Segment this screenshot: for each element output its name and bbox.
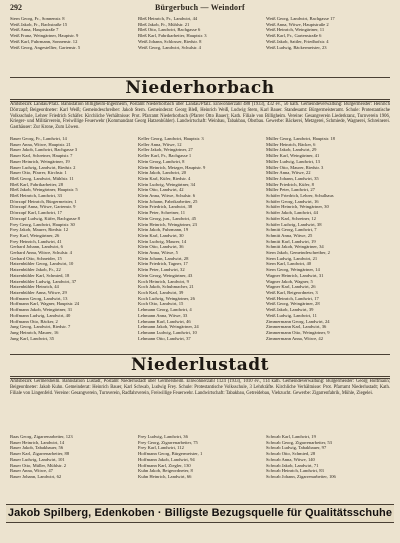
directory-entry: Schmitt Georg, Landwirt, 7: [266, 227, 317, 233]
directory-entry: Klein Anna, Witwe, Schulstr. 6: [138, 193, 196, 199]
directory-entry: Klein Georg, jun., Landwirt, 45: [138, 215, 197, 221]
directory-entry: Bauer Ludwig, Landwirt, Riedstr. 2: [10, 164, 76, 170]
directory-entry: Frey Georg, Landwirt, Hauptstr. 30: [10, 221, 75, 227]
directory-entry: Zimmermann Otto, Weingärtner, 9: [266, 329, 330, 335]
directory-entry: Schwab Jakob, Landwirt, 71: [266, 462, 319, 468]
directory-entry: Müller Karl, Weingärtner, 41: [266, 153, 320, 159]
page-title: Bürgerbuch — Weindorf: [155, 3, 245, 12]
directory-entry: Baas Georg, Zigarrenarbeiter, 123: [10, 434, 73, 439]
directory-entry: Schwab Ludwig, Tabakbauer, 97: [266, 445, 327, 451]
directory-entry: Klein Ludwig, Maurer, 14: [138, 238, 187, 244]
directory-entry: Stern Jakob, Gemeindeschreiber, 2: [266, 250, 330, 256]
directory-entry: Bleß Jakob, Fr., Mühlstr. 21: [138, 21, 190, 27]
directory-entry: Gerhard Anna, Witwe, Schulstr. 4: [10, 250, 72, 256]
directory-entry: Lehmann Anna, Witwe, 33: [138, 312, 188, 318]
directory-entry: Weiß Ludwig, Landwirt, 11: [266, 312, 317, 318]
directory-entry: Weiß Georg, Angestellter, Gartenstr. 5: [10, 44, 81, 50]
directory-entry: Bauer Otto, Pfarrer, Kirchstr. 1: [10, 170, 67, 176]
directory-entry: Müller Anna, Witwe, 22: [266, 170, 311, 176]
directory-entry: Stern Georg, Weingärtner, 14: [266, 267, 320, 273]
directory-entry: Schmitt Anna, Witwe, 25: [266, 232, 313, 238]
directory-entry: Bleß Georg, Landwirt, Mühlstr. 11: [10, 175, 74, 181]
directory-column: [138, 136, 262, 351]
directory-entry: Keller Georg, Landwirt, Hauptstr. 3: [138, 136, 204, 141]
directory-entry: Weiß Anna, Hauptstraße 7: [10, 27, 59, 33]
directory-entry: Stern Ludwig, Landwirt, 21: [266, 255, 318, 261]
directory-entry: Klein Heinrich, Weingärtner, 23: [138, 221, 197, 227]
directory-entry: Wagner Heinrich, Landwirt, 31: [266, 272, 324, 278]
directory-entry: Zimmermann Anna, Witwe, 42: [266, 335, 324, 341]
town-intro-niederlustadt: Amtsbezirk Germersheim. Bahnstation Lustadt, Postamt Niederlustadt über Germersheim. Einwohnerzahl 1124 (1933), 1010 ev., 114 kath. Gemeindeverwaltung: Bürgermeister: Georg Hoffmann; Beigeordneter: Jakob Kuhn. Gemeinderat: Heinrich Bauer, Karl Schwab, Ludwig Frey. Schule: Protestantische Volksschule, 3 Lehrkräfte. Kirchliche Verhältnisse: Prot. Pfarramt Niederlustadt; Kath. Filiale von Lingenfeld. Vereine: Gesangverein, Turnverein, Radfahrverein, Freiwillige Feuerwehr. Landwirtschaft: Tabakbau, Getreidebau, Viehzucht. Gewerbe: Zigarrenfabrik, Mühle, Ziegelei.: [10, 379, 390, 396]
directory-entry: Gerhard Johann, Landwirt, 6: [10, 244, 63, 250]
directory-entry: Koch Jakob, Schuhmacher, 21: [138, 284, 194, 290]
directory-entry: Lehmann Otto, Landwirt, 37: [138, 335, 191, 341]
directory-column: [266, 136, 390, 351]
directory-entry: Keller Jakob, Weingärtner, 27: [138, 147, 193, 153]
directory-entry: Weiß Karl, Fr., Gartenstraße 6: [266, 33, 322, 39]
directory-entry: Müller Johann, Landwirt, 35: [266, 175, 319, 181]
directory-entry: Hoffmann Georg, Landwirt, 13: [10, 295, 68, 301]
directory-entry: Weiß Jakob, Sattler, Friedhofstr. 4: [266, 38, 329, 44]
page-number: 292: [10, 3, 22, 12]
directory-entry: Dörrzapf Anna, Witwe, Gartenstr. 9: [10, 204, 76, 210]
directory-entry: Wagner Jakob, Wagner, 5: [266, 278, 313, 284]
town-title-niederhorbach: Niederhorbach: [125, 78, 275, 98]
directory-entry: Bleß Heinrich, Fr., Landwirt, 44: [138, 16, 198, 21]
directory-entry: Bleß Karl, Fabrikarbeiter, 28: [10, 181, 64, 187]
directory-entry: Koch Otto, Landwirt, 15: [138, 301, 184, 307]
directory-entry: Schmitt Karl, Landwirt, 19: [266, 238, 316, 244]
directory-entry: Frey Jakob, Maurer, Riedstr. 12: [10, 227, 69, 233]
advertisement-banner: Jakob Spilberg, Edenkoben · Billigste Bezugsquelle für Qualitätsschuhe: [6, 504, 394, 523]
directory-entry: Müller Peter, Landwirt, 27: [266, 187, 315, 193]
directory-entry: Schäfer Georg, Landwirt, 16: [266, 198, 319, 204]
directory-entry: Gerhard Otto, Schneider, 15: [10, 255, 62, 261]
directory-entry: Dörrzapf Heinrich, Bürgermeister, 1: [10, 198, 77, 204]
directory-entry: Hoffmann Jakob, Weingärtner, 31: [10, 307, 73, 313]
directory-entry: Bauer Heinrich, Landwirt, 14: [10, 439, 65, 445]
directory-entry: Weiß Karl, Beigeordneter, 3: [266, 289, 318, 295]
directory-entry: Klein Friedrich, Landwirt, 38: [138, 204, 193, 210]
directory-entry: Kuhn Jakob, Beigeordneter, 8: [138, 468, 193, 474]
directory-entry: Müller Georg, Landwirt, Hauptstr. 18: [266, 136, 335, 141]
directory-entry: Müller Otto, Maurer, Riedstr. 3: [266, 164, 324, 170]
directory-entry: Hoffmann Karl, Wagner, Hauptstr. 24: [10, 301, 80, 307]
top-continuation-columns: [10, 16, 390, 74]
directory-column: [10, 434, 134, 486]
directory-entry: Schwab Anna, Witwe, 140: [266, 456, 315, 462]
directory-entry: Hatzenbühler Jakob, Fr., 22: [10, 267, 61, 273]
directory-entry: Hatzenbühler Anna, Witwe, 29: [10, 289, 67, 295]
directory-column: [266, 16, 390, 74]
directory-entry: Weiß Jakob, Landwirt, 39: [266, 307, 314, 313]
directory-entry: Bauer Ludwig, Landwirt, 101: [10, 456, 65, 462]
directory-entry: Weiß Franz, Weingärtner, Hauptstr. 9: [10, 33, 79, 39]
directory-entry: Stern Karl, Landwirt, 40: [266, 261, 312, 267]
directory-entry: Bauer Jakob, Tabakbauer, 56: [10, 445, 64, 451]
directory-entry: Weiß Georg, Landwirt, Bachgasse 17: [266, 16, 335, 21]
directory-entry: Lehmann Jakob, Weingärtner, 24: [138, 324, 199, 330]
directory-entry: Schwab Otto, Schmied, 28: [266, 451, 316, 457]
directory-entry: Klein Anna, Witwe, 5: [138, 250, 178, 256]
directory-entry: Weiß Heinrich, Weingärtner, 11: [266, 27, 325, 33]
directory-entry: Klein Jakob, Fuhrmann, 19: [138, 227, 189, 233]
directory-entry: Schwab Johann, Zigarrenarbeiter, 106: [266, 473, 336, 479]
directory-entry: Weiß Anna, Witwe, Hauptstraße 2: [266, 21, 329, 27]
directory-entry: Frey Karl, Weingärtner, 26: [10, 232, 60, 238]
directory-entry: Bauer Otto, Müller, Mühlstr. 2: [10, 462, 67, 468]
directory-column: [10, 136, 134, 351]
directory-column: [266, 434, 390, 486]
directory-entry: Hoffmann Georg, Bürgermeister, 1: [138, 451, 203, 457]
directory-entry: Weiß Ludwig, Bäckermeister, 23: [266, 44, 327, 50]
directory-entry: Bauer Johann, Landwirt, 62: [10, 473, 62, 479]
directory-entry: Schäfer Jakob, Landwirt, 44: [266, 210, 318, 216]
directory-entry: Klein Otto, Landwirt, 36: [138, 244, 184, 250]
directory-entry: Weiß Georg, Weingärtner, 28: [266, 301, 320, 307]
directory-entry: Klein Heinrich, Metzger, Hauptstr. 9: [138, 164, 206, 170]
directory-entry: Bauer Karl, Schreiner, Hauptstr. 7: [10, 153, 73, 159]
directory-entry: Hoffmann Jakob, Landwirt, 94: [138, 456, 195, 462]
directory-entry: Müller Ludwig, Landwirt, 13: [266, 158, 320, 164]
directory-entry: Lehmann Georg, Landwirt, 4: [138, 307, 192, 313]
resident-columns-niederhorbach: [10, 136, 390, 351]
directory-entry: Bauer Anna, Witwe, Hauptstr. 21: [10, 141, 71, 147]
directory-entry: Hoffmann Ludwig, Landwirt, 40: [10, 312, 71, 318]
directory-entry: Weiß Georg, Landwirt, Schulstr. 4: [138, 44, 201, 50]
directory-entry: Müller Friedrich, Küfer, 8: [266, 181, 314, 187]
directory-entry: Bauer Heinrich, Weingärtner, 19: [10, 158, 70, 164]
directory-entry: Schmitt Jakob, Weingärtner, 34: [266, 244, 324, 250]
directory-entry: Schäfer Heinrich, Weingärtner, 30: [266, 204, 329, 210]
directory-entry: Weiß Johann, Schlosser, Riedstr. 8: [138, 38, 202, 44]
directory-entry: Müller Heinrich, Bäcker, 6: [266, 141, 316, 147]
directory-entry: Klein Karl, Landwirt, 30: [138, 232, 184, 238]
directory-entry: Schäfer Karl, Schreiner, 12: [266, 215, 316, 221]
directory-entry: Klein Georg, Landwirt, 8: [138, 158, 185, 164]
directory-entry: Koch Karl, Landwirt, 39: [138, 289, 184, 295]
directory-entry: Schäfer Friedrich, Lehrer, Schulhaus: [266, 193, 334, 199]
directory-entry: Weiß Jakob, Fr., Bachstraße 15: [10, 21, 68, 27]
directory-column: [10, 16, 134, 74]
directory-entry: Frey Heinrich, Landwirt, 41: [10, 238, 62, 244]
directory-entry: Hoffmann Karl, Ziegler, 130: [138, 462, 191, 468]
directory-entry: Klein Friedrich, Tagner, 17: [138, 261, 188, 267]
directory-entry: Hoffmann Otto, Bäcker, 2: [10, 318, 58, 324]
directory-entry: Klein Peter, Schreiner, 11: [138, 210, 186, 216]
directory-entry: Jung Karl, Landwirt, 35: [10, 335, 55, 341]
directory-entry: Stern Georg, Fr., Sonnenstr. 8: [10, 16, 65, 21]
resident-columns-niederlustadt: [10, 434, 390, 486]
directory-entry: Müller Jakob, Landwirt, 29: [266, 147, 317, 153]
directory-entry: Schäfer Ludwig, Landwirt, 38: [266, 221, 322, 227]
directory-entry: Klein Jakob, Landwirt, 20: [138, 170, 187, 176]
directory-entry: Klein Ludwig, Weingärtner, 34: [138, 181, 196, 187]
directory-entry: Bauer Jakob, Landwirt, Bachgasse 3: [10, 147, 78, 153]
directory-entry: Lehmann Karl, Landwirt, 46: [138, 318, 191, 324]
directory-entry: Wagner Karl, Landwirt, 26: [266, 284, 316, 290]
directory-column: [138, 16, 262, 74]
directory-entry: Schwab Heinrich, Landwirt, 83: [266, 468, 324, 474]
directory-entry: Jung Georg, Landwirt, Riedstr. 7: [10, 324, 71, 330]
directory-entry: Keller Anna, Witwe, 12: [138, 141, 182, 147]
page-header: [10, 3, 390, 15]
directory-entry: Schwab Georg, Zigarrenarbeiter, 53: [266, 439, 332, 445]
directory-entry: Jung Heinrich, Maurer, 16: [10, 329, 59, 335]
directory-entry: Keller Karl, Fr., Bachgasse 1: [138, 153, 192, 159]
directory-entry: Klein Johann, Fabrikarbeiter, 25: [138, 198, 198, 204]
town-intro-niederhorbach: Amtsbezirk Landau/Pfalz. Bahnstation Billigheim-Ingenheim, Postamt Niederhorbach über Landau/Pfalz. Einwohnerzahl 488 (1933), 432 ev., 56 kath. Gemeindeverwaltung: Bürgermeister: Heinrich Dörrzapf; Beigeordneter: Karl Weiß; Gemeindeschreiber: Jakob Stern. Gemeinderat: Georg Bleß, Heinrich Weiß, Ludwig Stern, Karl Bauer. Standesamt: Bürgermeisteramt. Schule: Protestantische Volksschule, Lehrer Friedrich Schäfer. Kirchliche Verhältnisse: Prot. Pfarramt Niederhorbach (Pfarrer Otto Bauer); Kath. Filiale von Billigheim. Vereine: Gesangverein Liederkranz, Turnverein 1906, Krieger- und Militärverein, Freiwillige Feuerwehr (Kommandant Georg Hatzenbühler). Landwirtschaft: Weinbau, Tabakbau, Obstbau. Gewerbe: Bäckerei, Metzgerei, Schmiede, Wagnerei, Schreinerei. Gasthäuser: Zur Krone, Zum Löwen.: [10, 102, 390, 131]
directory-entry: Bleß Jakob, Weingärtner, Hauptstr. 5: [10, 187, 78, 193]
directory-entry: Schwab Karl, Landwirt, 19: [266, 434, 316, 439]
directory-entry: Zimmermann Karl, Landwirt, 36: [266, 324, 327, 330]
directory-entry: Dörrzapf Ludwig, Küfer, Bachgasse 8: [10, 215, 80, 221]
directory-column: [138, 434, 262, 486]
town-title-niederlustadt: Niederlustadt: [131, 355, 269, 375]
directory-entry: Klein Otto, Landwirt, 42: [138, 187, 184, 193]
directory-entry: Bauer Georg, Fr., Landwirt, 14: [10, 136, 67, 141]
directory-entry: Weiß Heinrich, Landwirt, 17: [266, 295, 319, 301]
directory-entry: Bauer Anna, Witwe, 47: [10, 468, 53, 474]
directory-entry: Dörrzapf Karl, Landwirt, 17: [10, 210, 62, 216]
directory-entry: Hatzenbühler Georg, Landwirt, 10: [10, 261, 74, 267]
directory-entry: Klein Johann, Landwirt, 28: [138, 255, 189, 261]
directory-entry: Lehmann Ludwig, Landwirt, 10: [138, 329, 197, 335]
directory-entry: Klein Karl, Küfer, Riedstr. 4: [138, 175, 191, 181]
directory-entry: Koch Heinrich, Landwirt, 9: [138, 278, 189, 284]
directory-entry: Bleß Karl, Fabrikarbeiter, Hauptstr. 3: [138, 33, 207, 39]
directory-entry: Frey Georg, Zigarrenarbeiter, 75: [138, 439, 198, 445]
directory-entry: Bauer Karl, Zigarrenarbeiter, 88: [10, 451, 70, 457]
directory-entry: Koch Ludwig, Weingärtner, 26: [138, 295, 195, 301]
directory-entry: Klein Georg, Weingärtner, 43: [138, 272, 193, 278]
directory-entry: Frey Ludwig, Landwirt, 36: [138, 434, 188, 439]
directory-entry: Hatzenbühler Karl, Schmied, 18: [10, 272, 70, 278]
directory-entry: Hatzenbühler Ludwig, Landwirt, 37: [10, 278, 77, 284]
directory-entry: Hatzenbühler Heinrich, 44: [10, 284, 59, 290]
directory-entry: Kuhn Heinrich, Landwirt, 66: [138, 473, 192, 479]
directory-entry: Bleß Otto, Landwirt, Bachgasse 6: [138, 27, 201, 33]
directory-entry: Klein Peter, Landwirt, 32: [138, 267, 185, 273]
directory-entry: Frey Karl, Landwirt, 112: [138, 445, 184, 451]
directory-entry: Zimmermann Georg, Landwirt, 24: [266, 318, 330, 324]
directory-entry: Weiß Karl, Fuhrmann, Sonnenstr. 12: [10, 38, 78, 44]
directory-entry: Bleß Heinrich, Landwirt, 33: [10, 193, 62, 199]
